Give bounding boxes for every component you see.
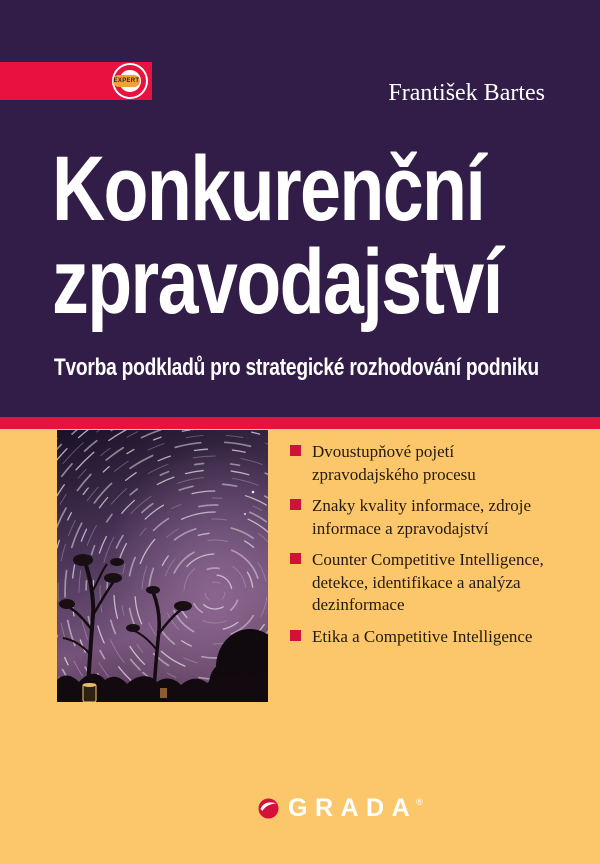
list-item-text: Counter Competitive Intelligence, detekce, identifikace a analýza dezinformace — [312, 550, 544, 614]
publisher-name: GRADA — [288, 794, 418, 822]
highlights-list — [290, 441, 580, 657]
publisher-logo — [258, 796, 423, 821]
book-title-line-1: Konkurenční — [52, 138, 485, 240]
list-item-2 — [290, 495, 580, 540]
cover-bottom-section — [0, 429, 600, 864]
book-subtitle: Tvorba podkladů pro strategické rozhodování podniku — [54, 354, 539, 381]
bullet-square-icon — [290, 445, 301, 456]
expert-badge-label: EXPERT — [113, 78, 140, 84]
star-trails-photo — [57, 430, 268, 702]
registered-trademark: ® — [416, 797, 423, 807]
expert-badge-icon — [112, 63, 148, 99]
list-item-1 — [290, 441, 580, 486]
grada-circle-icon — [258, 798, 279, 819]
book-title-line-2: zpravodajství — [52, 231, 502, 333]
bullet-square-icon — [290, 499, 301, 510]
bullet-square-icon — [290, 553, 301, 564]
cover-top-section — [0, 0, 600, 417]
list-item-text: Znaky kvality informace, zdroje informace a zpravodajství — [312, 496, 532, 538]
list-item-text: Etika a Competitive Intelligence — [312, 626, 533, 646]
bullet-square-icon — [290, 630, 301, 641]
list-item-4 — [290, 626, 580, 649]
author-name: František Bartes — [388, 80, 545, 106]
list-item-3 — [290, 549, 580, 617]
book-title — [52, 138, 502, 333]
divider-stripe — [0, 417, 600, 429]
list-item-text: Dvoustupňové pojetí zpravodajského procesu — [312, 442, 476, 484]
expert-badge-oval — [113, 75, 140, 87]
night-sky-image — [57, 430, 268, 702]
